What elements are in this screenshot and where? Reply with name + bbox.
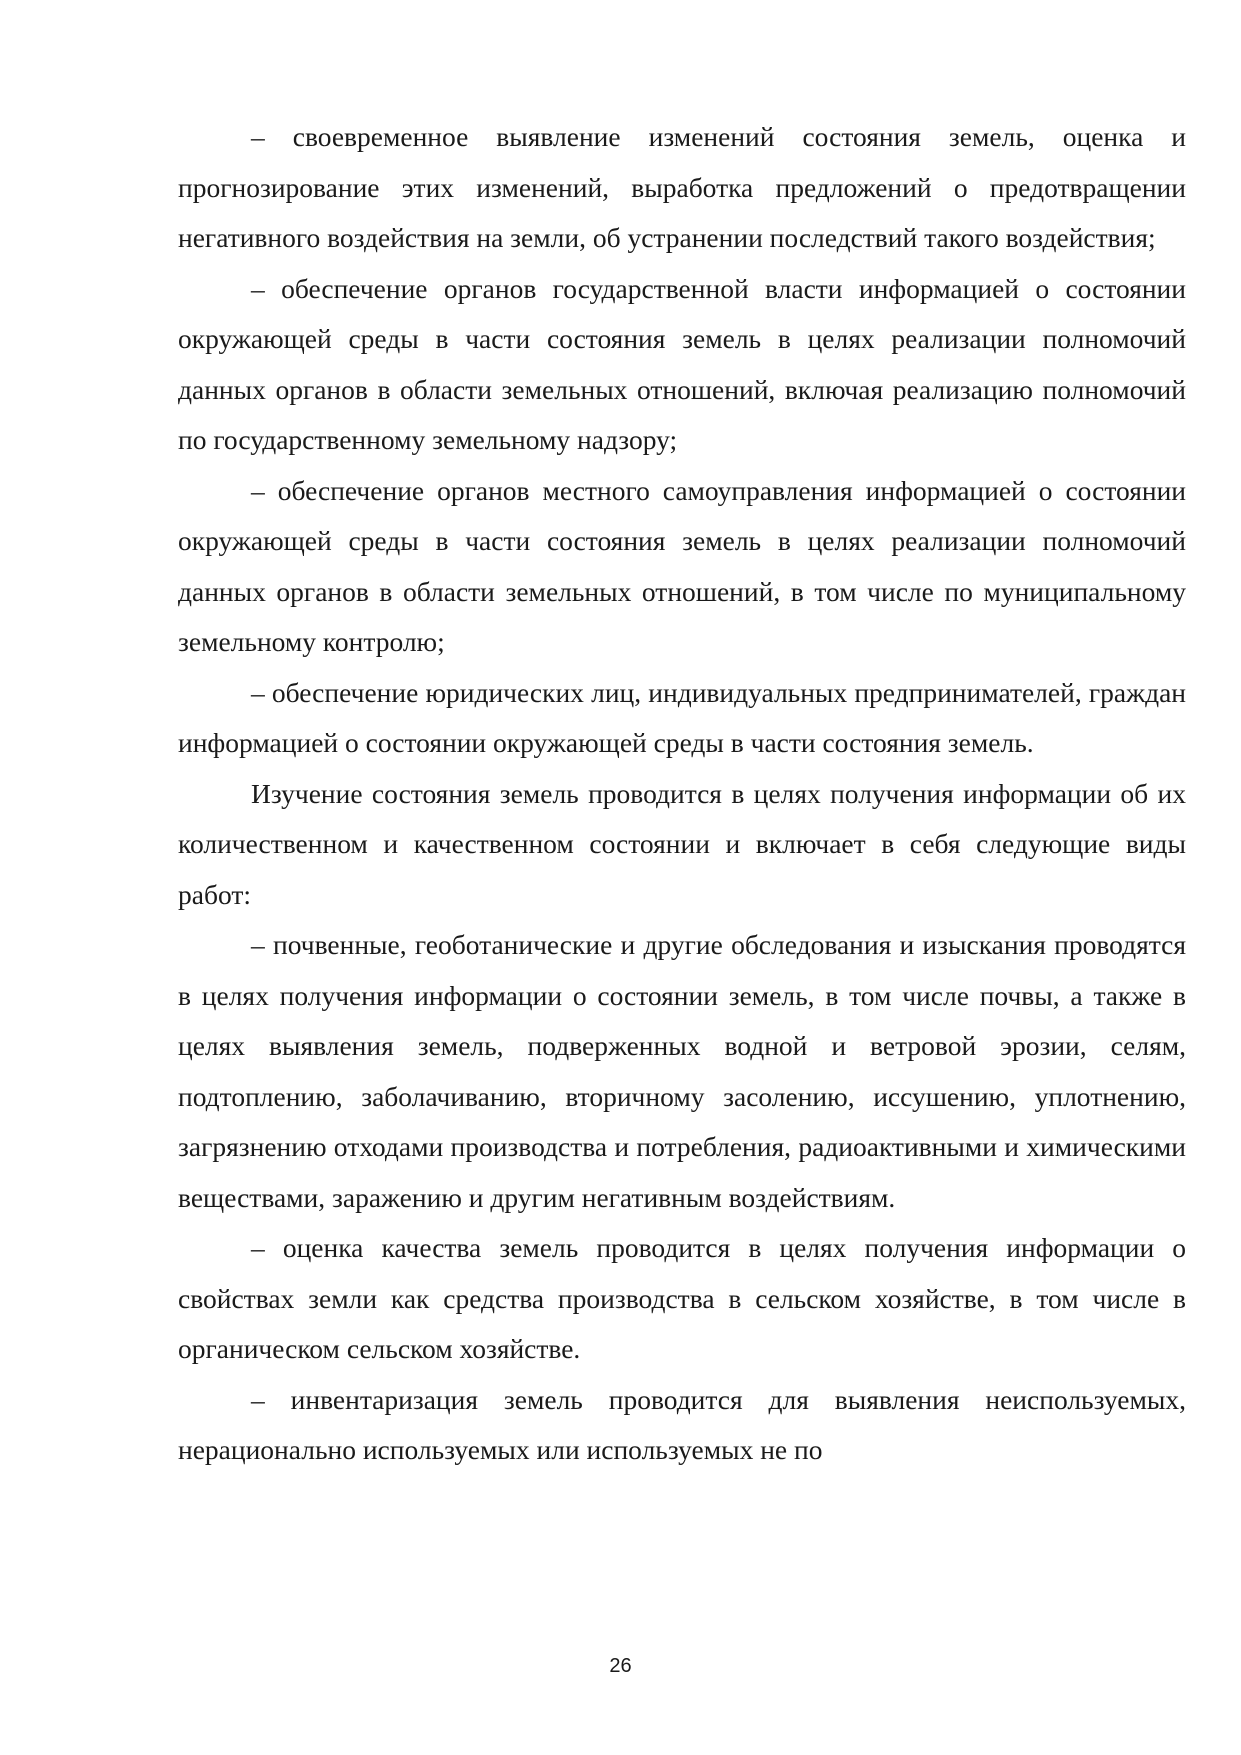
page-number: 26 (609, 1655, 632, 1677)
body-text (178, 112, 1186, 1476)
paragraph-land-study: Изучение состояния земель проводится в целях получения информации об их количественном и качественном состоянии и включает в себя следующие виды работ: (178, 777, 1186, 910)
paragraph-inventory: – инвентаризация земель проводится для выявления неиспользуемых, нерационально используемых или используемых не по (178, 1383, 1186, 1465)
paragraph-legal-entities: – обеспечение юридических лиц, индивидуальных предпринимателей, граждан информацией о состоянии окружающей среды в части состояния земель. (178, 676, 1186, 758)
paragraph-soil-surveys: – почвенные, геоботанические и другие обследования и изыскания проводятся в целях получения информации о состоянии земель, в том числе почвы, а также в целях выявления земель, подверженных водной и ветровой эрозии, селям, подтоплению, заболачиванию, вторичному засолению, иссушению, уплотнению, загрязнению отходами производства и потребления, радиоактивными и химическими веществами, заражению и другим негативным воздействиям. (178, 929, 1186, 1213)
paragraph-timely-detection: – своевременное выявление изменений состояния земель, оценка и прогнозирование этих изменений, выработка предложений о предотвращении негативного воздействия на земли, об устранении последствий такого воздействия; (178, 121, 1186, 253)
paragraph-state-authorities: – обеспечение органов государственной власти информацией о состоянии окружающей среды в части состояния земель в целях реализации полномочий данных органов в области земельных отношений, включая реализацию полномочий по государственному земельному надзору; (178, 272, 1186, 455)
paragraph-local-government: – обеспечение органов местного самоуправления информацией о состоянии окружающей среды в части состояния земель в целях реализации полномочий данных органов в области земельных отношений, в том числе по муниципальному земельному контролю; (178, 474, 1186, 657)
paragraph-quality-assessment: – оценка качества земель проводится в целях получения информации о свойствах земли как средства производства в сельском хозяйстве, в том числе в органическом сельском хозяйстве. (178, 1232, 1186, 1364)
